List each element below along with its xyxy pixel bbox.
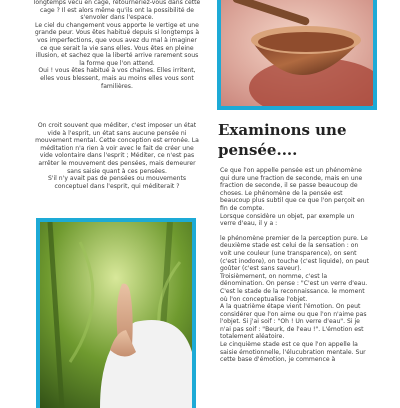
paragraph: Le cinquième stade est ce que l'on appelle la saisie émotionnelle, l'élucubration mentale. Sur cette base d'émotion, je commence à [220,341,366,364]
right-column-text [220,167,370,364]
left-top-text [33,0,201,90]
left-mid-text [33,122,201,190]
singing-bowl-photo [217,0,377,110]
paragraph [220,228,370,235]
paragraph: On croit souvent que méditer, c'est imposer un état vide à l'esprit, un état sans aucune pensée ni mouvement mental. Cette conception est erronée. La méditation n'a rien à voir avec le fait de créer une vide volontaire dans l'esprit ; Méditer, ce n'est pas arrêter le mouvement des pensées, mais demeurer sans saisie quant à ces pensées. [35,122,199,175]
meditation-hands-photo [36,218,196,408]
paragraph: A la quatrième étape vient l'émotion. On peut considérer que l'on aime ou que l'on n'aime pas l'objet. Si j'ai soif : "Oh ! Un verre d'eau". Si je n'ai pas soif : "Beurk, de l'eau !". L'émotion est totalement aléatoire. [220,303,367,341]
paragraph: Le ciel du changement vous apporte le vertige et une grande peur. Vous êtes habitué depuis si longtemps à vos imperfections, que vous avez du mal à imaginer ce que serait la vie sans elles. Vous êtes en pleine illusion, et sachez que la liberté arrive rarement sous la forme que l'on attend. [34,21,200,67]
paragraph: Lorsque considère un objet, par exemple un verre d'eau, il y a : [220,212,355,228]
paragraph: longtemps vécu en cage, retourneriez-vous dans cette cage ? Il est alors même qu'ils ont la possibilité de s'envoler dans l'espace. [33,0,201,22]
meditation-illustration [40,222,192,408]
paragraph: S'il n'y avait pas de pensées ou mouvements conceptuel dans l'esprit, qui méditerait ? [47,175,187,190]
paragraph: Troisièmement, on nomme, c'est la dénomination. On pense : "C'est un verre d'eau. C'est le stade de la reconnaissance. le moment où l'on conceptualise l'objet. [220,272,368,303]
paragraph: Oui ! vous êtes habitué à vos chaînes. Elles irritent, elles vous blessent, mais au moins elles vous sont familières. [38,67,196,90]
paragraph: Ce que l'on appelle pensée est un phénomène qui dure une fraction de seconde, mais en une fraction de seconde, il se passe beaucoup de choses. Le phénomène de la pensée est beaucoup plus subtil que ce que l'on perçoit en fin de compte. [220,167,365,212]
singing-bowl-illustration [221,0,373,106]
section-heading: Examinons une pensée.... [218,121,347,159]
paragraph: le phénomène premier de la perception pure. Le deuxième stade est celui de la sensation : on voit une couleur (une transparence), on sent (c'est inodore), on touche (c'est liquide), on peut goûter (c'est sans saveur). [220,234,370,273]
